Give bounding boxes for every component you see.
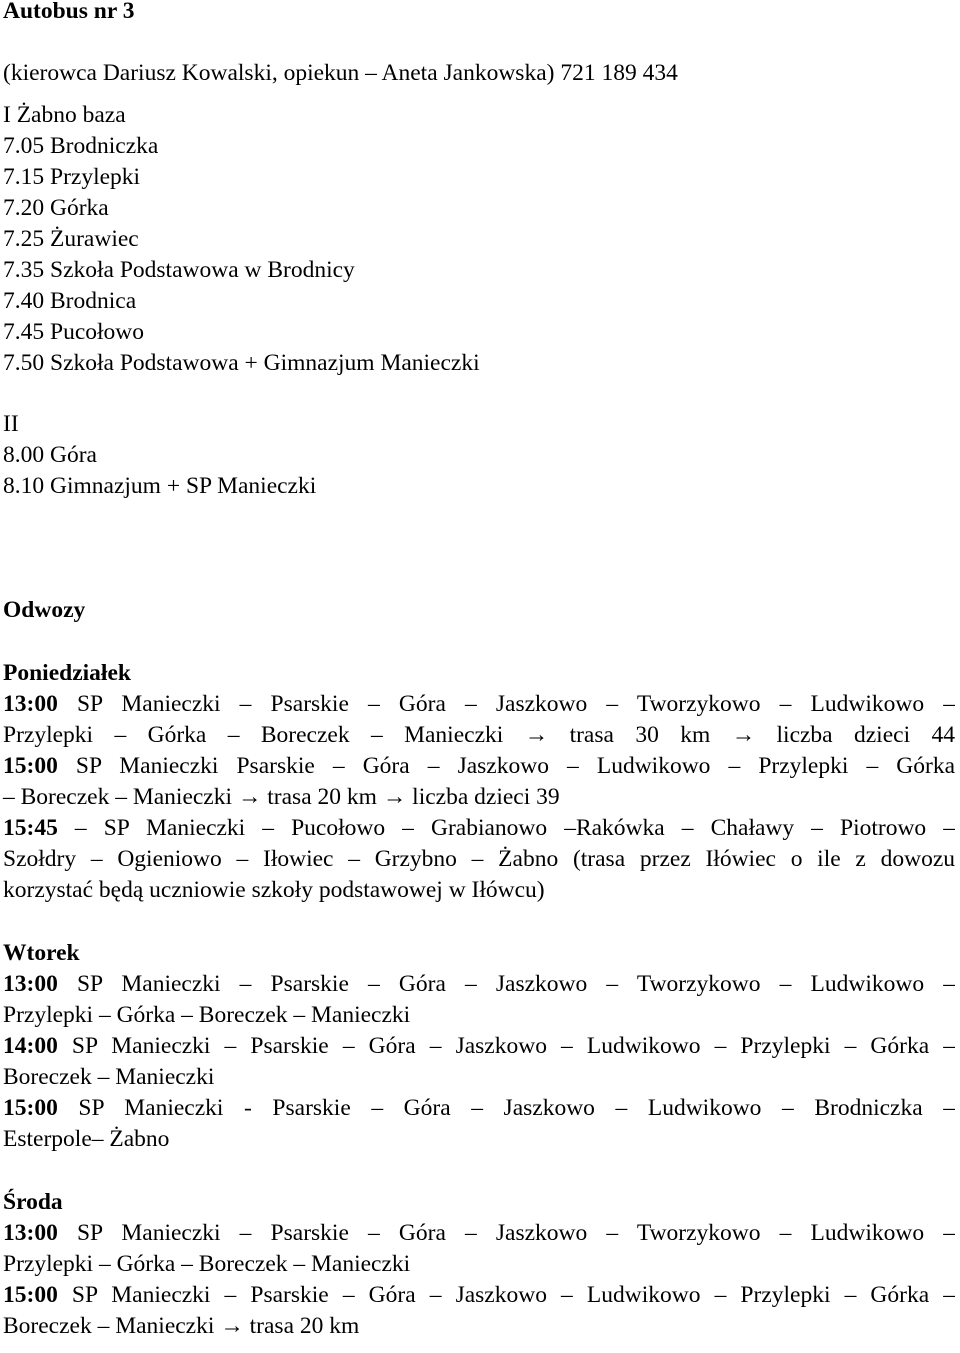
route-line: Przylepki – Górka – Boreczek – Manieczki: [3, 1002, 411, 1028]
route-line: korzystać będą uczniowie szkoły podstawowej w Iłówcu): [3, 877, 545, 903]
stop-line: 7.35 Szkoła Podstawowa w Brodnicy: [3, 257, 355, 283]
day-monday: [3, 658, 955, 906]
route-text: SP Manieczki – Psarskie – Góra – Jaszkowo – Ludwikowo – Przylepki – Górka –: [57, 1282, 955, 1308]
route-text: – SP Manieczki – Pucołowo – Grabianowo –Rakówka – Chaławy – Piotrowo –: [57, 815, 955, 841]
route-time: 15:45: [3, 815, 58, 841]
route-text: SP Manieczki – Psarskie – Góra – Jaszkowo – Tworzykowo – Ludwikowo –: [57, 1220, 955, 1246]
stop-line: 7.25 Żurawiec: [3, 226, 139, 252]
day-wednesday: [3, 1187, 955, 1342]
odwozy-heading: Odwozy: [3, 597, 86, 623]
route-line: Boreczek – Manieczki → trasa 20 km: [3, 1313, 360, 1339]
route-line: [3, 689, 955, 720]
stop-line: 7.05 Brodniczka: [3, 133, 159, 159]
route-text: SP Manieczki Psarskie – Góra – Jaszkowo – Ludwikowo – Przylepki – Górka: [57, 753, 955, 779]
stop-line: 8.00 Góra: [3, 442, 97, 468]
document-page: [3, 0, 955, 1342]
route-line: [3, 1218, 955, 1249]
route-line: – Boreczek – Manieczki → trasa 20 km → liczba dzieci 39: [3, 784, 560, 810]
day-name: Środa: [3, 1189, 63, 1215]
route-line: Przylepki – Górka – Boreczek – Manieczki → trasa 30 km → liczba dzieci 44: [3, 722, 955, 748]
route-line: Esterpole– Żabno: [3, 1126, 170, 1152]
route-line: [3, 1093, 955, 1124]
route-time: 13:00: [3, 691, 58, 717]
stop-line: 7.20 Górka: [3, 195, 109, 221]
stop-line: 7.45 Pucołowo: [3, 319, 144, 345]
day-name: Wtorek: [3, 940, 80, 966]
stop-line: 8.10 Gimnazjum + SP Manieczki: [3, 473, 317, 499]
route-text: SP Manieczki – Psarskie – Góra – Jaszkowo – Tworzykowo – Ludwikowo –: [57, 691, 955, 717]
document-title: Autobus nr 3: [3, 0, 135, 24]
stop-line: 7.50 Szkoła Podstawowa + Gimnazjum Manieczki: [3, 350, 480, 376]
stop-line: 7.15 Przylepki: [3, 164, 141, 190]
route-time: 15:00: [3, 753, 58, 779]
route-line: Szołdry – Ogieniowo – Iłowiec – Grzybno – Żabno (trasa przez Iłówiec o ile z dowozu: [3, 846, 955, 872]
route-text: SP Manieczki – Psarskie – Góra – Jaszkowo – Tworzykowo – Ludwikowo –: [57, 971, 955, 997]
morning-course-2: [3, 409, 955, 502]
route-time: 14:00: [3, 1033, 58, 1059]
course-label: I Żabno baza: [3, 102, 126, 128]
route-text: SP Manieczki – Psarskie – Góra – Jaszkowo – Ludwikowo – Przylepki – Górka –: [57, 1033, 955, 1059]
course-label: II: [3, 411, 19, 437]
route-text: SP Manieczki - Psarskie – Góra – Jaszkowo – Ludwikowo – Brodniczka –: [57, 1095, 955, 1121]
route-line: Boreczek – Manieczki: [3, 1064, 215, 1090]
route-line: [3, 1031, 955, 1062]
route-line: [3, 751, 955, 782]
route-time: 13:00: [3, 1220, 58, 1246]
route-line: [3, 969, 955, 1000]
route-line: [3, 813, 955, 844]
day-tuesday: [3, 938, 955, 1155]
day-name: Poniedziałek: [3, 660, 131, 686]
route-line: [3, 1280, 955, 1311]
route-line: Przylepki – Górka – Boreczek – Manieczki: [3, 1251, 411, 1277]
route-time: 15:00: [3, 1282, 58, 1308]
driver-info: (kierowca Dariusz Kowalski, opiekun – Aneta Jankowska) 721 189 434: [3, 60, 678, 86]
stop-line: 7.40 Brodnica: [3, 288, 137, 314]
morning-course-1: [3, 100, 955, 379]
route-time: 13:00: [3, 971, 58, 997]
route-time: 15:00: [3, 1095, 58, 1121]
